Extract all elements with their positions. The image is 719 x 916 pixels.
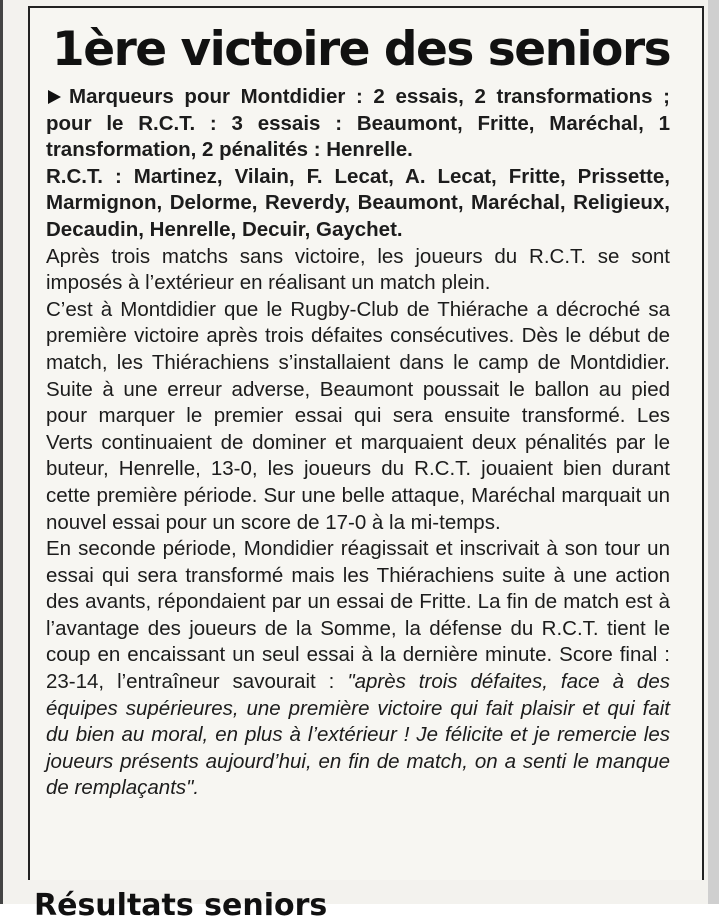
scorers-paragraph: [46, 84, 670, 164]
intro-paragraph: Après trois matchs sans victoire, les joueurs du R.C.T. se sont imposés à l’extérieur en réalisant un match plein.: [46, 244, 670, 295]
coach-quote: "après trois défaites, face à des équipes supérieures, une première victoire qui fait plaisir et qui fait du bien au moral, en plus à l’extérieur ! Je félicite et je remercie les joueurs présents aujourd’hui, en fin de match, on a senti le manque de remplaçants".: [46, 670, 670, 800]
lineup-paragraph: R.C.T. : Martinez, Vilain, F. Lecat, A. Lecat, Fritte, Prissette, Marmignon, Delorme, Reverdy, Beaumont, Maréchal, Religieux, Decaudin, Henrelle, Decuir, Gaychet.: [46, 164, 670, 241]
body-paragraph-1: C’est à Montdidier que le Rugby-Club de Thiérache a décroché sa première victoire après trois défaites consécutives. Dès le début de match, les Thiérachiens s’installaient dans le camp de Montdidier. Suite à une erreur adverse, Beaumont poussait le ballon au pied pour marquer le premier essai qui sera ensuite transformé. Les Verts continuaient de dominer et marquaient deux pénalités par le buteur, Henrelle, 13-0, les joueurs du R.C.T. jouaient bien durant cette première période. Sur une belle attaque, Maréchal marquait un nouvel essai pour un score de 17-0 à la mi-temps.: [46, 297, 670, 534]
page-edge-left: [0, 0, 3, 904]
next-article-headline: Résultats seniors: [34, 888, 328, 916]
body-paragraph-2: [46, 536, 670, 802]
bullet-arrow-icon: [48, 90, 61, 104]
article-headline: 1ère victoire des seniors: [52, 22, 671, 77]
body-paragraph-2-text: En seconde période, Mondidier réagissait et inscrivait à son tour un essai qui sera transformé mais les Thiérachiens suite à une action des avants, répondaient par un essai de Fritte. La fin de match est à l’avantage des joueurs de la Somme, la défense du R.C.T. tient le coup en encaissant un seul essai à la dernière minute. Score final : 23-14, l’entraîneur savourait :: [46, 537, 670, 694]
page-edge-right: [708, 0, 719, 904]
scorers-text: Marqueurs pour Montdidier : 2 essais, 2 transformations ; pour le R.C.T. : 3 essais : Beaumont, Fritte, Maréchal, 1 transformation, 2 pénalités : Henrelle.: [46, 85, 670, 162]
article-body: [46, 84, 670, 802]
